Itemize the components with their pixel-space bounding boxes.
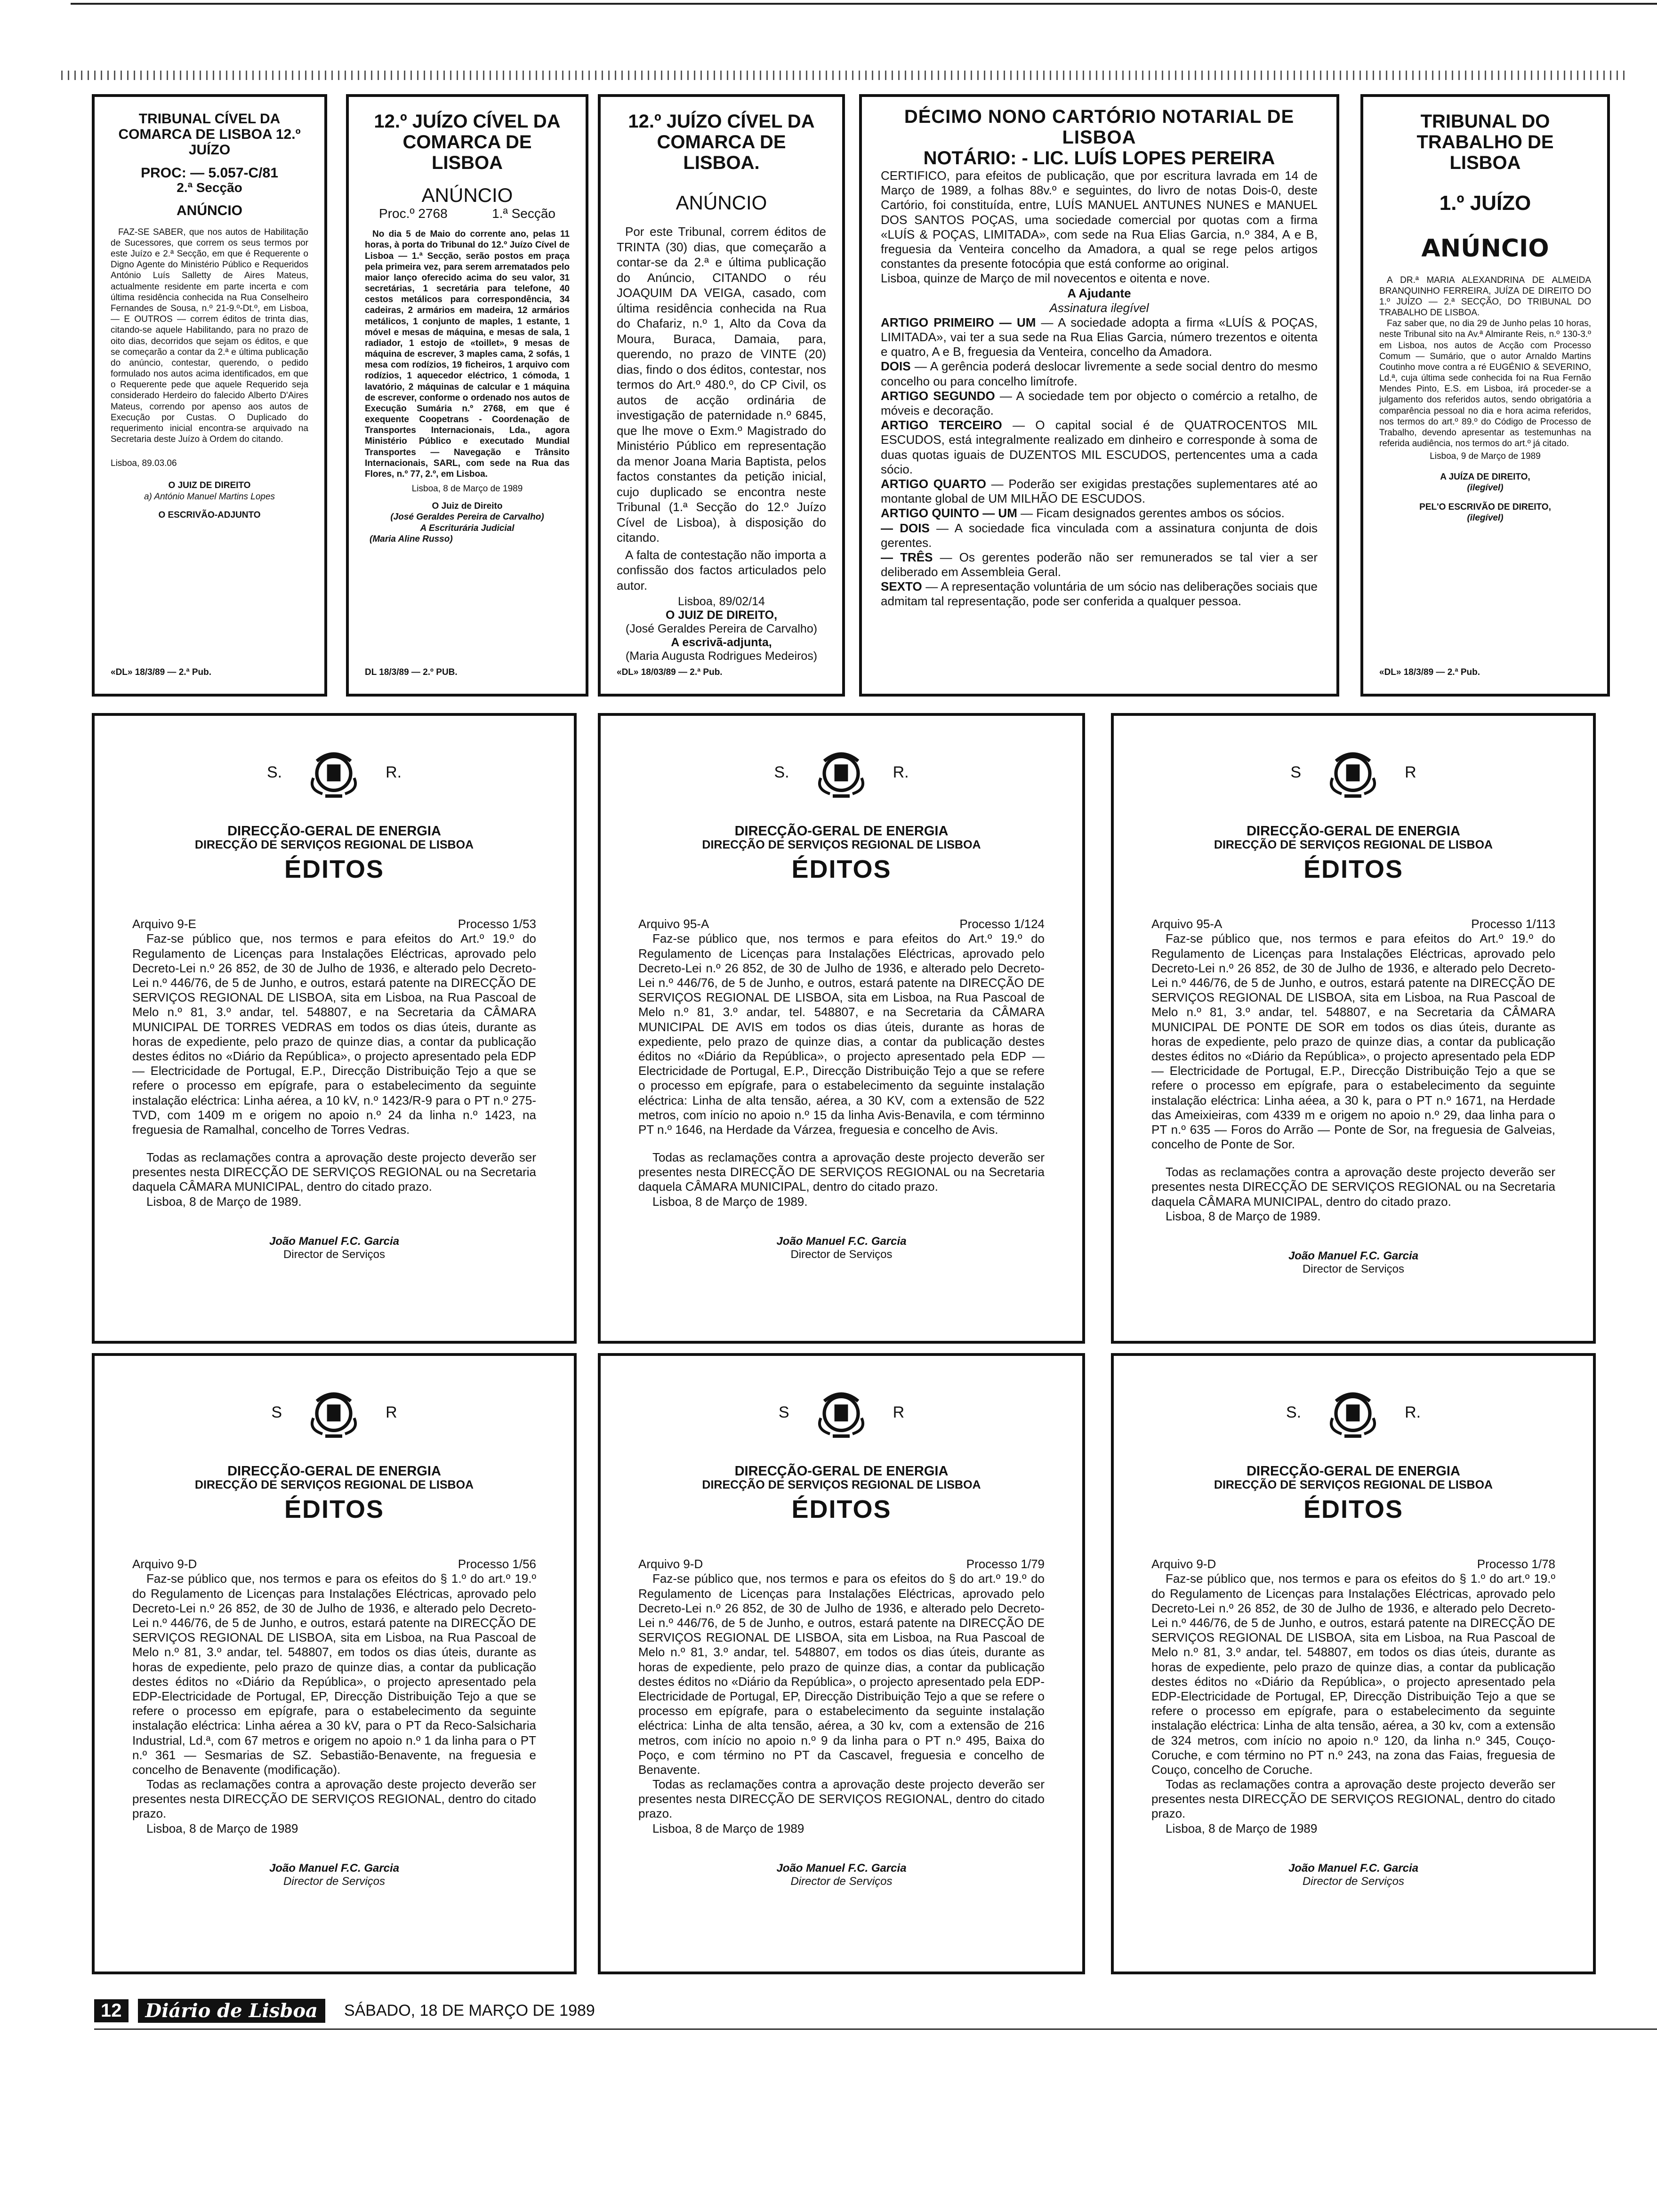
article-text: — Os gerentes poderão não ser remunerados se tal vier a ser deliberado em Assembleia Geral.: [881, 550, 1318, 579]
notice-juizo: 1.º JUÍZO: [1439, 192, 1531, 215]
article-item: [881, 521, 1318, 550]
notice-date: Lisboa, 9 de Março de 1989: [1430, 451, 1541, 462]
signer-name: João Manuel F.C. Garcia: [269, 1234, 400, 1248]
editos-body: [1142, 931, 1565, 1224]
article-item: [881, 418, 1318, 477]
notice-title: TRIBUNAL DO TRABALHO DE LISBOA: [1416, 111, 1554, 173]
crest-letter-s: S: [778, 1403, 789, 1421]
signer-name: João Manuel F.C. Garcia: [1288, 1250, 1419, 1262]
top-rule-dotted: [61, 71, 1629, 80]
editos-text: Faz-se público que, nos termos e para efeitos do Art.º 19.º do Regulamento de Licenças para Instalações Eléctricas, aprovado pelo Decreto-Lei n.º 26 852, de 30 de Julho de 1936, e alterado pelo Decreto-Lei n.º 446/76, de 5 de Junho, e outros, estará patente na DIRECÇÃO DE SERVIÇOS REGIONAL DE LISBOA, sita em Lisboa, na Rua Pascoal de Melo n.º 81, 3.º andar, tel. 548807, e na Secretaria da CÂMARA MUNICIPAL DE TORRES VEDRAS em todos os dias úteis, durante as horas de expediente, pelo prazo de quinze dias, a contar da publicação destes éditos no «Diário da República», o projecto apresentado pela EDP — Electricidade de Portugal, E.P., Direcção Distribuição Tejo a que se refere o processo em epígrafe, para o estabelecimento da seguinte instalação eléctrica: Linha aérea, a 10 kV, n.º 1423/R-9 para o PT n.º 275-TVD, com 1409 m e origem no apoio n.º 24 da linha n.º 1423, na freguesia de Ramalhal, concelho de Torres Vedras.: [132, 931, 536, 1137]
notice-seccao: 2.ª Secção: [177, 180, 242, 195]
signer-role: Director de Serviços: [790, 1875, 893, 1888]
article-item: [881, 359, 1318, 388]
article-text: — Ficam designados gerentes ambos os sócios.: [1017, 506, 1285, 521]
coat-of-arms-icon: [306, 744, 362, 801]
arquivo: Arquivo 9-D: [638, 1557, 703, 1571]
notice-sig3: O ESCRIVÃO-ADJUNTO: [158, 510, 261, 520]
editos-body: [629, 1571, 1054, 1835]
editos-signature: [1142, 1250, 1565, 1276]
article-text: — A sociedade tem por objecto o comércio a retalho, de móveis e decoração.: [881, 388, 1318, 417]
signer-name: João Manuel F.C. Garcia: [1288, 1861, 1419, 1875]
notice-sig1: A JUÍZA DE DIREITO,: [1440, 472, 1530, 482]
notice-body: [111, 227, 308, 445]
editos-date: Lisboa, 8 de Março de 1989: [652, 1821, 804, 1835]
processo: Processo 1/124: [959, 917, 1045, 931]
dg-title: DIRECÇÃO-GERAL DE ENERGIA: [734, 824, 949, 839]
masthead: Diário de Lisboa: [138, 1999, 325, 2023]
editos-signature: [629, 1862, 1054, 1888]
article-item: [881, 477, 1318, 506]
crest-letter-r: R.: [1405, 1403, 1421, 1421]
editos-meta: [629, 1557, 1054, 1571]
editos-meta: [629, 917, 1054, 931]
notice-date: Lisboa, 89.03.06: [111, 458, 177, 469]
notice-pub: DL 18/3/89 — 2.º PUB.: [365, 667, 458, 677]
dsr-title: DIRECÇÃO DE SERVIÇOS REGIONAL DE LISBOA: [194, 1478, 474, 1492]
article-key: DOIS: [881, 359, 911, 374]
notice-tribunal-trabalho: [1360, 94, 1610, 697]
coat-of-arms-icon: [306, 1384, 362, 1441]
arquivo: Arquivo 9-E: [132, 917, 196, 931]
top-rule: [71, 3, 1657, 5]
notice-articles: [881, 315, 1318, 609]
editos-meta: [123, 917, 546, 931]
notice-ajudante: A Ajudante: [1067, 286, 1131, 300]
crest-row: [123, 1382, 546, 1443]
editos-text-2: Todas as reclamações contra a aprovação deste projecto deverão ser presentes nesta DIRECÇÃO DE SERVIÇOS REGIONAL, dentro do citado prazo.: [1151, 1777, 1555, 1821]
editos-text: Faz-se público que, nos termos e para os efeitos do § 1.º do art.º 19.º do Regulamento de Licenças para Instalações Eléctricas, aprovado pelo Decreto-Lei n.º 26 852, de 30 de Julho de 1936, e alterado pelo Decreto-Lei n.º 446/76, de 5 de Junho, e outros, estará patente na DIRECÇÃO DE SERVIÇOS REGIONAL DE LISBOA, sita em Lisboa, na Rua Pascoal de Melo n.º 81, 3.º andar, tel. 548807, em todos os dias úteis, durante as horas de expediente, pelo prazo de quinze dias, a contar da publicação destes éditos no «Diário da República», o projecto apresentado pela EDP-Electricidade de Portugal, EP, Direcção Distribuição Tejo a que se refere o processo em epígrafe, para o estabelecimento da seguinte instalação eléctrica: Linha de alta tensão, aérea, a 30 kv, com a extensão de 324 metros, com início no apoio n.º 120, da linha n.º 345, Couço-Coruche, e com término no PT n.º 243, na zona das Faias, freguesia de Couço, concelho de Coruche.: [1151, 1571, 1555, 1777]
article-key: SEXTO: [881, 579, 922, 594]
notice-sig4: (Maria Augusta Rodrigues Medeiros): [625, 649, 818, 663]
crest-letter-s: S: [1290, 763, 1302, 781]
editos-title: ÉDITOS: [791, 855, 892, 884]
article-text: — O capital social é de QUATROCENTOS MIL ESCUDOS, está integralmente realizado em dinheiro e corresponde à soma de duas quotas iguais de DUZENTOS MIL ESCUDOS, pertencentes uma a cada sócio.: [881, 418, 1318, 476]
crest-letter-s: S.: [1286, 1403, 1302, 1421]
article-key: ARTIGO PRIMEIRO — UM: [881, 315, 1036, 329]
notice-sig2: a) António Manuel Martins Lopes: [144, 491, 275, 502]
editos-text-2: Todas as reclamações contra a aprovação deste projecto deverão ser presentes nesta DIRECÇÃO DE SERVIÇOS REGIONAL ou na Secretaria daquela CÂMARA MUNICIPAL, dentro do citado prazo.: [132, 1150, 536, 1194]
notice-title: 12.º JUÍZO CÍVEL DA COMARCA DE LISBOA.: [628, 111, 815, 173]
notice-sig4: (Maria Aline Russo): [370, 534, 453, 544]
editos-body: [629, 931, 1054, 1209]
editos-text-2: Todas as reclamações contra a aprovação deste projecto deverão ser presentes nesta DIRECÇÃO DE SERVIÇOS REGIONAL, dentro do citado prazo.: [132, 1777, 536, 1821]
notice-body: [1379, 275, 1591, 449]
article-text: — A sociedade fica vinculada com a assinatura conjunta de dois gerentes.: [881, 521, 1318, 550]
article-text: — A sociedade adopta a firma «LUÍS & POÇAS, LIMITADA», vai ter a sua sede na Rua Elias Garcia, número trezentos e oitenta e quatro, A e B, freguesia da Venteira, concelho da Amadora.: [881, 315, 1318, 359]
editos-date: Lisboa, 8 de Março de 1989.: [1166, 1209, 1321, 1223]
article-key: ARTIGO SEGUNDO: [881, 388, 995, 403]
editos-text-2: Todas as reclamações contra a aprovação deste projecto deverão ser presentes nesta DIRECÇÃO DE SERVIÇOS REGIONAL ou na Secretaria daquela CÂMARA MUNICIPAL, dentro do citado prazo.: [638, 1150, 1045, 1194]
editos-text: Faz-se público que, nos termos e para efeitos do Art.º 19.º do Regulamento de Licenças para Instalações Eléctricas, aprovado pelo Decreto-Lei n.º 26 852, de 30 de Julho de 1936, e alterado pelo Decreto-Lei n.º 446/76, de 5 de Junho, e outros, estará patente na DIRECÇÃO DE SERVIÇOS REGIONAL DE LISBOA, sita em Lisboa, na Rua Pascoal de Melo n.º 81, 3.º andar, tel. 548807, e na Secretaria da CÂMARA MUNICIPAL DE AVIS em todos os dias úteis, durante as horas de expediente, pelo prazo de quinze dias, a contar da publicação destes éditos no «Diário da República», o projecto apresentado pela EDP — Electricidade de Portugal, E.P., Direcção Distribuição Tejo a que se refere o processo em epígrafe, para o estabelecimento da seguinte instalação eléctrica: Linha de alta tensão, aérea, a 30 KV, com a extensão de 522 metros, com início no apoio n.º 15 da linha Avis-Benavila, e com términno PT n.º 1646, na Herdade da Várzea, freguesia e concelho de Avis.: [638, 931, 1045, 1137]
signer-name: João Manuel F.C. Garcia: [776, 1861, 907, 1875]
notice-text-2: Faz saber que, no dia 29 de Junho pelas 10 horas, neste Tribunal sito na Av.ª Almirante Reis, n.º 130-3.º em Lisboa, nos autos de Acção com Processo Comum — Sumário, que o autor Arnaldo Martins Coutinho move contra a ré EUGÉNIO & SEVERINO, Ld.ª, cuja última sede conhecida foi na Rua Fernão Mendes Pinto, E.S. em Lisboa, irá proceder-se a julgamento dos referidos autos, sendo obrigatória a comparência pessoal no dia e hora acima referidos, nos termos do art.º 89.º do Código de Processo de Trabalho, devendo apresentar as testemunhas na referida audiência, nos termos do art.º já citado.: [1379, 319, 1591, 449]
notice-body: [365, 229, 570, 480]
crest-letter-s: S.: [774, 763, 789, 781]
notice-body: [881, 168, 1318, 609]
notice-notary: NOTÁRIO: - LIC. LUÍS LOPES PEREIRA: [923, 148, 1275, 168]
article-item: [881, 389, 1318, 418]
notice-pub: «DL» 18/03/89 — 2.ª Pub.: [617, 667, 723, 677]
crest-row: [1142, 1382, 1565, 1443]
dsr-title: DIRECÇÃO DE SERVIÇOS REGIONAL DE LISBOA: [702, 1478, 981, 1492]
editos-meta: [1142, 1557, 1565, 1571]
page-number: 12: [94, 1999, 129, 2022]
editos-meta: [123, 1557, 546, 1571]
article-text: — A representação voluntária de um sócio nas deliberações sociais que admitam tal representação, pode ser conferida a qualquer pessoa.: [881, 579, 1318, 609]
crest-letter-r: R: [386, 1403, 397, 1421]
notice-kind: ANÚNCIO: [1421, 234, 1549, 263]
editos-title: ÉDITOS: [284, 1495, 385, 1524]
notice-assinatura: Assinatura ilegível: [1049, 300, 1149, 315]
editos-text-2: Todas as reclamações contra a aprovação deste projecto deverão ser presentes nesta DIRECÇÃO DE SERVIÇOS REGIONAL, dentro do citado prazo.: [638, 1777, 1045, 1821]
signer-role: Director de Serviços: [283, 1875, 386, 1888]
notice-text-2: A falta de contestação não importa a confissão dos factos articulados pelo autor.: [617, 547, 826, 593]
editos-date: Lisboa, 8 de Março de 1989: [146, 1821, 298, 1835]
notice-kind: ANÚNCIO: [421, 184, 513, 206]
dsr-title: DIRECÇÃO DE SERVIÇOS REGIONAL DE LISBOA: [702, 838, 981, 852]
page-footer: [94, 1999, 595, 2023]
crest-letter-r: R.: [893, 763, 909, 781]
dg-title: DIRECÇÃO-GERAL DE ENERGIA: [227, 824, 441, 839]
arquivo: Arquivo 95-A: [1151, 917, 1223, 931]
crest-letter-r: R: [1405, 763, 1416, 781]
editos-title: ÉDITOS: [1303, 1495, 1404, 1524]
crest-row: [1142, 742, 1565, 803]
dg-title: DIRECÇÃO-GERAL DE ENERGIA: [1247, 1464, 1460, 1479]
signer-name: João Manuel F.C. Garcia: [269, 1861, 400, 1875]
editos-notice: [598, 713, 1085, 1344]
article-item: [881, 579, 1318, 609]
editos-date: Lisboa, 8 de Março de 1989.: [146, 1194, 302, 1209]
notice-text: No dia 5 de Maio do corrente ano, pelas 11 horas, à porta do Tribunal do 12.º Juízo Cível de Lisboa — 1.ª Secção, serão postos em praça pela primeira vez, para serem arrematados pelo maior lanço oferecido acima do seu valor, 31 secretárias, 1 secretária para telefone, 40 cestos metálicos para correspondência, 34 cadeiras, 2 armários em madeira, 12 armários metálicos, 1 conjunto de maples, 1 estante, 1 móvel e mesas de máquina, e mesas de sala, 1 radiador, 1 estojo de «toillet», 9 mesas de máquina de escrever, 3 maples cama, 2 sofás, 1 mesa com rodízios, 19 ficheiros, 1 arquivo com rodízios, 1 aquecedor eléctrico, 1 cómoda, 1 lavatório, 2 máquinas de calcular e 1 máquina de escrever, conforme o ordenado nos autos de Execução Sumária n.º 2768, em que é exequente Coopetrans - Coordenação de Transportes Internacionais, Lda., agora Ministério Público e executado Mundial Transportes — Navegação e Trânsito Internacionais, SARL, com sede na Rua das Flores, n.º 77, 2.º, em Lisboa.: [365, 229, 570, 479]
notice-title: 12.º JUÍZO CÍVEL DA COMARCA DE LISBOA: [374, 111, 561, 173]
notice-tribunal-civel: [92, 94, 327, 697]
editos-title: ÉDITOS: [791, 1495, 892, 1524]
editos-title: ÉDITOS: [284, 855, 385, 884]
signer-role: Director de Serviços: [1302, 1263, 1405, 1275]
notice-body: [617, 224, 826, 593]
notice-kind: ANÚNCIO: [177, 202, 242, 218]
notice-date: Lisboa, 8 de Março de 1989: [411, 484, 523, 494]
editos-notice: [1111, 713, 1596, 1344]
notice-sig2: (José Geraldes Pereira de Carvalho): [625, 622, 818, 636]
editos-text: Faz-se público que, nos termos e para efeitos do Art.º 19.º do Regulamento de Licenças para Instalações Eléctricas, aprovado pelo Decreto-Lei n.º 26 852, de 30 de Julho de 1936, e alterado pelo Decreto-Lei n.º 446/76, de 5 de Junho, e outros, estará patente na DIRECÇÃO DE SERVIÇOS REGIONAL DE LISBOA, sita em Lisboa, na Rua Pascoal de Melo n.º 81, 3.º andar, tel. 548807, e na Secretaria da CÂMARA MUNICIPAL DE PONTE DE SOR em todos os dias úteis, durante as horas de expediente, pelo prazo de quinze dias, a contar da publicação destes éditos no «Diário da República», o projecto apresentado pela EDP — Electricidade de Portugal, E.P., Direcção Distribuição Tejo a que se refere o processo em epígrafe, para o estabelecimento da seguinte instalação eléctrica: Linha aéea, a 30 k, para o PT n.º 1671, na Herdade das Ameixieiras, com 4339 m e origem no apoio n.º 29, daa linha para o PT n.º 635 — Foros do Arrão — Ponte de Sor, na freguesia de Galveias, concelho de Ponte de Sor.: [1151, 931, 1555, 1152]
notice-date: Lisboa, quinze de Março de mil novecentos e oitenta e nove.: [881, 271, 1210, 286]
crest-letter-r: R: [893, 1403, 905, 1421]
article-item: [881, 506, 1318, 521]
article-key: ARTIGO TERCEIRO: [881, 418, 1002, 433]
notice-sig1: O Juiz de Direito: [432, 501, 503, 512]
editos-text: Faz-se público que, nos termos e para os efeitos do § 1.º do art.º 19.º do Regulamento de Licenças para Instalações Eléctricas, aprovado pelo Decreto-Lei n.º 26 852, de 30 de Julho de 1936, e alterado pelo Decreto-Lei n.º 446/76, de 5 de Junho, e outros, estará patente na DIRECÇÃO DE SERVIÇOS REGIONAL DE LISBOA, sita em Lisboa, na Rua Pascoal de Melo n.º 81, 3.º andar, tel. 548807, em todos os dias úteis, durante as horas de expediente, pelo prazo de quinze dias, a contar da publicação destes éditos no «Diário da República», o projecto apresentado pela EDP-Electricidade de Portugal, EP, Direcção Distribuição Tejo a que se refere o processo em epígrafe, para o estabelecimento da seguinte instalação eléctrica: Linha aérea a 30 kV, para o PT da Reco-Salsicharia Industrial, Ld.ª, com 67 metros e origem no apoio n.º 1 da linha para o PT n.º 361 — Sesmarias de SZ. Sebastião-Benavente, na freguesia e concelho de Benavente (modificação).: [132, 1571, 536, 1777]
editos-signature: [123, 1235, 546, 1261]
notice-sig3: A escrivã-adjunta,: [671, 636, 772, 649]
signer-role: Director de Serviços: [1302, 1875, 1405, 1888]
processo: Processo 1/53: [458, 917, 536, 931]
article-item: [881, 315, 1318, 360]
editos-signature: [1142, 1862, 1565, 1888]
article-text: — Poderão ser exigidas prestações suplementares até ao montante global de UM MILHÃO DE ESCUDOS.: [881, 476, 1318, 506]
article-key: — TRÊS: [881, 550, 933, 564]
footer-date: SÁBADO, 18 DE MARÇO DE 1989: [344, 2002, 595, 2020]
editos-signature: [629, 1235, 1054, 1261]
coat-of-arms-icon: [1325, 1384, 1381, 1441]
editos-date: Lisboa, 8 de Março de 1989: [1166, 1821, 1318, 1835]
dsr-title: DIRECÇÃO DE SERVIÇOS REGIONAL DE LISBOA: [194, 838, 474, 852]
footer-rule: [94, 2028, 1657, 2030]
arquivo: Arquivo 9-D: [132, 1557, 197, 1571]
article-key: ARTIGO QUARTO: [881, 476, 986, 491]
notice-proc: PROC: — 5.057-C/81: [141, 165, 278, 181]
arquivo: Arquivo 9-D: [1151, 1557, 1216, 1571]
notice-title: TRIBUNAL CÍVEL DA COMARCA DE LISBOA 12.º JUÍZO: [118, 111, 301, 158]
dsr-title: DIRECÇÃO DE SERVIÇOS REGIONAL DE LISBOA: [1214, 838, 1493, 852]
article-key: ARTIGO QUINTO — UM: [881, 506, 1017, 521]
editos-body: [123, 1571, 546, 1835]
editos-notice: [598, 1353, 1085, 1974]
dg-title: DIRECÇÃO-GERAL DE ENERGIA: [1247, 824, 1460, 839]
notice-title: DÉCIMO NONO CARTÓRIO NOTARIAL DE LISBOA: [904, 106, 1295, 148]
editos-notice: [92, 1353, 577, 1974]
dg-title: DIRECÇÃO-GERAL DE ENERGIA: [734, 1464, 949, 1479]
notice-text: Por este Tribunal, correm éditos de TRINTA (30) dias, que começarão a contar-se da 2.ª e última publicação do Anúncio, CITANDO o réu JOAQUIM DA VEIGA, casado, com última residência conhecida na Rua do Chafariz, n.º 1, Alto da Cova da Moura, Buraca, Damaia, para, querendo, no prazo de VINTE (20) dias, findo o dos éditos, contestar, nos termos do Art.º 480.º, do CP Civil, os autos de acção ordinária de investigação de paternidade n.º 6845, que lhe move o Exm.º Magistrado do Ministério Público em representação da menor Joana Maria Baptista, pelos factos constantes da petição inicial, cujo duplicado se encontra neste Tribunal (1.ª Secção do 12.º Juízo Cível de Lisboa), à disposição do citando.: [617, 224, 826, 545]
editos-notice: [92, 713, 577, 1344]
coat-of-arms-icon: [813, 1384, 869, 1441]
dsr-title: DIRECÇÃO DE SERVIÇOS REGIONAL DE LISBOA: [1214, 1478, 1493, 1492]
editos-body: [1142, 1571, 1565, 1835]
coat-of-arms-icon: [1325, 744, 1381, 801]
processo: Processo 1/79: [966, 1557, 1045, 1571]
article-text: — A gerência poderá deslocar livremente a sede social dentro do mesmo concelho ou para concelho limítrofe.: [881, 359, 1318, 388]
signer-role: Director de Serviços: [790, 1248, 893, 1261]
crest-letter-s: S.: [266, 763, 282, 781]
notice-intro: CERTIFICO, para efeitos de publicação, que por escritura lavrada em 14 de Março de 1989, a folhas 88v.º e seguintes, do livro de notas Dois-0, deste Cartório, foi constituída, entre, LUÍS MANUEL ANTUNES NUNES e MANUEL DOS SANTOS POÇAS, uma sociedade comercial por quotas com a firma «LUÍS & POÇAS, LIMITADA», com sede na Rua Elias Garcia, n.º 384, A e B, freguesia da Venteira concelho da Amadora, a qual se rege pelos artigos constantes da presente fotocópia que está conforme ao original.: [881, 168, 1318, 271]
notice-sig4: (ilegível): [1467, 513, 1504, 523]
editos-title: ÉDITOS: [1303, 855, 1404, 884]
crest-row: [629, 1382, 1054, 1443]
notice-sig1: O JUIZ DE DIREITO: [168, 481, 251, 491]
processo: Processo 1/113: [1471, 917, 1555, 931]
notice-proc-row: [365, 206, 570, 221]
coat-of-arms-icon: [813, 744, 869, 801]
notice-sig2: (José Geraldes Pereira de Carvalho): [390, 512, 544, 522]
notice-12-juizo-a: [346, 94, 588, 697]
crest-letter-r: R.: [386, 763, 402, 781]
crest-row: [629, 742, 1054, 803]
notice-text: FAZ-SE SABER, que nos autos de Habilitação de Sucessores, que correm os seus termos por este Juízo e 2.ª Secção, em que é Requerente o Digno Agente do Ministério Público e Requeridos António Luís Salletty de Aires Mateus, actualmente residente em parte incerta e com última residência conhecida na Rua Conselheiro Fernandes de Sousa, n.º 21-9.º-Dt.º, em Lisboa, — E OUTROS — correm éditos de trinta dias, citando-se aquele Habilitando, para no prazo de oito dias, decorridos que sejam os éditos, e que se começarão a contar da 2.ª e última publicação do anúncio, contestar, querendo, o pedido formulado nos autos acima identificados, em que o Requerente pede que aquele Requerido seja considerado Herdeiro do falecido Alberto D'Aires Mateus, correndo por apenso aos autos de Execução por Custas. O Duplicado do requerimento inicial encontra-se arquivado na Secretaria deste Juízo à Ordem do citando.: [111, 227, 308, 445]
processo: Processo 1/78: [1477, 1557, 1555, 1571]
notice-kind: ANÚNCIO: [676, 192, 767, 214]
dg-title: DIRECÇÃO-GERAL DE ENERGIA: [227, 1464, 441, 1479]
editos-notice: [1111, 1353, 1596, 1974]
arquivo: Arquivo 95-A: [638, 917, 709, 931]
notice-pub: «DL» 18/3/89 — 2.ª Pub.: [1379, 667, 1480, 677]
article-item: [881, 550, 1318, 579]
notice-pub: «DL» 18/3/89 — 2.ª Pub.: [111, 667, 212, 677]
signer-role: Director de Serviços: [283, 1248, 386, 1261]
editos-meta: [1142, 917, 1565, 931]
notice-sig2: (ilegível): [1467, 482, 1504, 493]
notice-cartorio-notarial: [859, 94, 1339, 697]
editos-text: Faz-se público que, nos termos e para os efeitos do § do art.º 19.º do Regulamento de Licenças para Instalações Eléctricas, aprovado pelo Decreto-Lei n.º 26 852, de 30 de Julho de 1936, e alterado pelo Decreto-Lei n.º 446/76, de 5 de Junho, e outros, estará patente na DIRECÇÃO DE SERVIÇOS REGIONAL DE LISBOA, sita em Lisboa, na Rua Pascoal de Melo n.º 81, 3.º andar, tel. 548807, em todos os dias úteis, durante as horas de expediente, pelo prazo de quinze dias, a contar da publicação destes éditos no «Diário da República», o projecto apresentado pela EDP-Electricidade de Portugal, EP, Direcção Distribuição Tejo a que se refere o processo em epígrafe, para o estabelecimento da seguinte instalação eléctrica: Linha de alta tensão, aérea, a 30 kv, com a extensão de 216 metros, com início no apoio n.º 9 da linha para o PT n.º 495, Baixa do Poço, e com término no PT da Cascavel, freguesia e concelho de Benavente.: [638, 1571, 1045, 1777]
crest-row: [123, 742, 546, 803]
notice-12-juizo-b: [598, 94, 845, 697]
editos-body: [123, 931, 546, 1209]
notice-sig1: O JUIZ DE DIREITO,: [665, 609, 778, 622]
notice-seccao: 1.ª Secção: [492, 206, 555, 221]
signer-name: João Manuel F.C. Garcia: [776, 1234, 907, 1248]
notice-sig3: A Escriturária Judicial: [420, 523, 515, 533]
crest-letter-s: S: [271, 1403, 282, 1421]
editos-date: Lisboa, 8 de Março de 1989.: [652, 1194, 808, 1209]
processo: Processo 1/56: [458, 1557, 536, 1571]
notice-proc: Proc.º 2768: [379, 206, 448, 221]
notice-text: A DR.ª MARIA ALEXANDRINA DE ALMEIDA BRANQUINHO FERREIRA, JUÍZA DE DIREITO DO 1.º JUÍZO — 2.ª SECÇÃO, DO TRIBUNAL DO TRABALHO DE LISBOA.: [1379, 275, 1591, 318]
editos-signature: [123, 1862, 546, 1888]
notice-sig3: PEL'O ESCRIVÃO DE DIREITO,: [1419, 502, 1551, 512]
notice-date: Lisboa, 89/02/14: [678, 595, 765, 609]
article-key: — DOIS: [881, 521, 930, 535]
editos-text-2: Todas as reclamações contra a aprovação deste projecto deverão ser presentes nesta DIRECÇÃO DE SERVIÇOS REGIONAL ou na Secretaria daquela CÂMARA MUNICIPAL, dentro do citado prazo.: [1151, 1165, 1555, 1209]
